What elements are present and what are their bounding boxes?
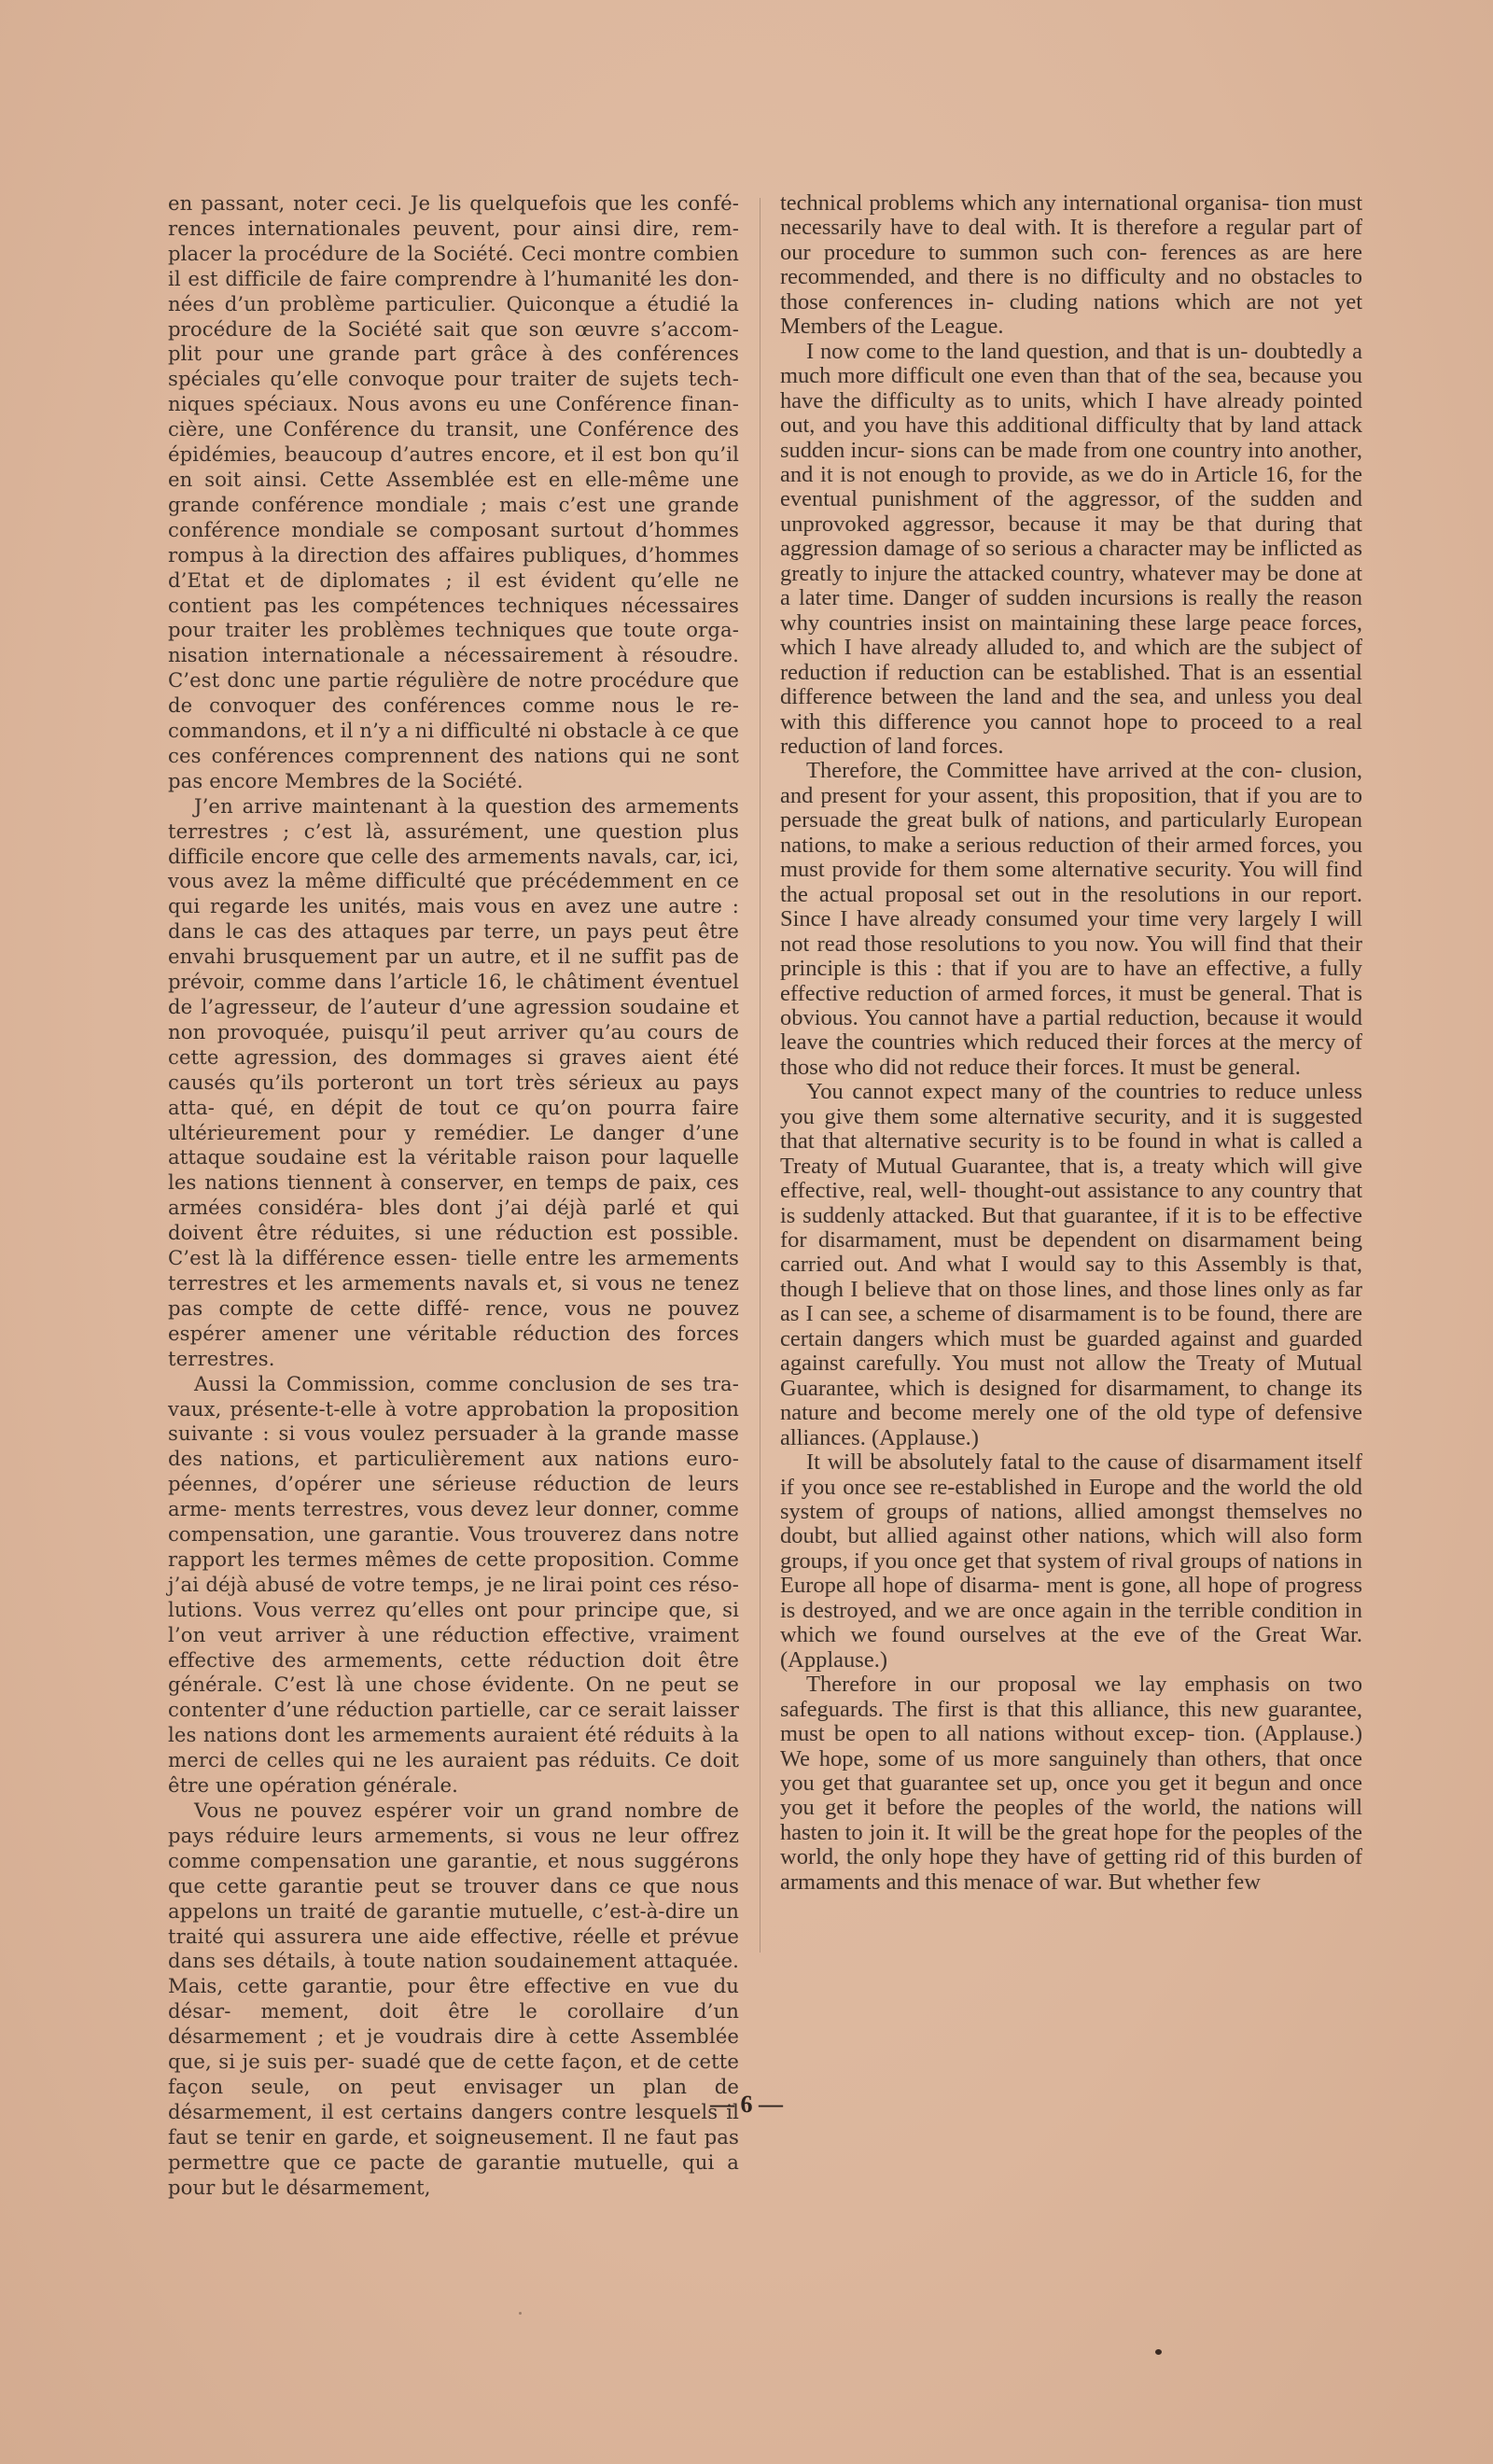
paper-speck (1155, 2349, 1162, 2355)
en-paragraph-4: You cannot expect many of the countries to reduce unless you give them some alternative security, and it is suggested that that alternative security is to be found in what is called a Treaty of Mutual Guarantee, that is, a treaty which will give effective, real, well- thought-out assistance to any country that is suddenly attacked. But that guarantee, if it is to be effective for disarmament, must be dependent on disarmament being carried out. And what I would say to this Assembly is that, though I believe that on those lines, and those lines only as far as I can see, a scheme of disarmament is to be found, there are certain dangers which must be guarded against and guarded against carefully. You must not allow the Treaty of Mutual Guarantee, which is designed for disarmament, to change its nature and become merely one of the old type of defensive alliances. (Applause.) (780, 1079, 1362, 1450)
page-number: — 6 — (710, 2091, 783, 2118)
en-paragraph-3: Therefore, the Committee have arrived at the con- clusion, and present for your assent, this proposition, that if you are to persuade the great bulk of nations, and particularly European nations, to make a serious reduction of their armed forces, you must provide for them some alternative security. You will find the actual proposal set out in the resolutions in our report. Since I have already consumed your time very largely I will not read those resolutions to you now. You will find that their principle is this : that if you are to have an effective, a fully effective reduction of armed forces, it must be general. That is obvious. You cannot have a partial reduction, because it would leave the countries which reduced their forces at the mercy of those who did not reduce their forces. It must be general. (780, 758, 1362, 1080)
en-paragraph-6: Therefore in our proposal we lay emphasis on two safeguards. The first is that this alliance, this new guarantee, must be open to all nations without excep- tion. (Applause.) We hope, some of us more sanguinely than others, that once you get that guarantee set up, once you get it begun and once you get it before the peoples of the world, the nations will hasten to join it. It will be the great hope for the peoples of the world, the only hope they have of getting rid of this burden of armaments and this menace of war. But whether few (780, 1672, 1362, 1895)
french-column (168, 191, 739, 2201)
fr-paragraph-2: J’en arrive maintenant à la question des armements terrestres ; c’est là, assurément, une question plus difficile encore que celle des armements navals, car, ici, vous avez la même difficulté que précédemment en ce qui regarde les unités, mais vous en avez une autre : dans le cas des attaques par terre, un pays peut être envahi brusquement par un autre, et il ne suffit pas de prévoir, comme dans l’article 16, le châtiment éventuel de l’agresseur, de l’auteur d’une agression soudaine et non provoquée, puisqu’il peut arriver qu’au cours de cette agression, des dommages si graves aient été causés qu’ils porteront un tort très sérieux au pays atta- qué, en dépit de tout ce qu’on pourra faire ultérieurement pour y remédier. Le danger d’une attaque soudaine est la véritable raison pour laquelle les nations tiennent à conserver, en temps de paix, ces armées considéra- bles dont j’ai déjà parlé et qui doivent être réduites, si une réduction est possible. C’est là la différence essen- tielle entre les armements terrestres et les armements navals et, si vous ne tenez pas compte de cette diffé- rence, vous ne pouvez espérer amener une véritable réduction des forces terrestres. (168, 793, 739, 1370)
fr-paragraph-4: Vous ne pouvez espérer voir un grand nombre de pays réduire leurs armements, si vous ne leur offrez comme compensation une garantie, et nous suggérons que cette garantie peut se trouver dans ce que nous appelons un traité de garantie mutuelle, c’est-à-dire un traité qui assurera une aide effective, réelle et prévue dans ses détails, à toute nation soudainement attaquée. Mais, cette garantie, pour être effective en vue du désar- mement, doit être le corollaire d’un désarmement ; et je voudrais dire à cette Assemblée que, si je suis per- suadé que de cette façon, et de cette façon seule, on peut envisager un plan de désarmement, il est certains dangers contre lesquels il faut se tenir en garde, et soigneusement. Il ne faut pas permettre que ce pacte de garantie mutuelle, qui a pour but le désarmement, (168, 1799, 739, 2199)
paper-speck (519, 2312, 522, 2315)
en-paragraph-2: I now come to the land question, and that is un- doubtedly a much more difficult one even than that of the sea, because you have the difficulty as to units, which I have already pointed out, and you have this additional difficulty that by land attack sudden incur- sions can be made from one country into another, and it is not enough to provide, as we do in Article 16, for the eventual punishment of the aggressor, of the sudden and unprovoked aggressor, because it may be that during that aggression damage of so serious a character may be inflicted as greatly to injure the attacked country, whatever may be done at a later time. Danger of sudden incursions is really the reason why countries insist on maintaining these large peace forces, which I have already alluded to, and which are the subject of reduction if reduction can be established. That is an essential difference between the land and the sea, and unless you deal with this difference you cannot hope to proceed to a real reduction of land forces. (780, 338, 1362, 759)
fr-paragraph-3: Aussi la Commission, comme conclusion de ses tra- vaux, présente-t-elle à votre approbation la proposition suivante : si vous voulez persuader à la grande masse des nations, et particulièrement aux nations euro- péennes, d’opérer une sérieuse réduction de leurs arme- ments terrestres, vous devez leur donner, comme compensation, une garantie. Vous trouverez dans notre rapport les termes mêmes de cette proposition. Comme j’ai déjà abusé de votre temps, je ne lirai point ces réso- lutions. Vous verrez qu’elles ont pour principe que, si l’on veut arriver à une réduction effective, vraiment effective des armements, cette réduction doit être générale. C’est là une chose évidente. On ne peut se contenter d’une réduction partielle, car ce serait laisser les nations dont les armements auraient été réduits à la merci de celles qui ne les auraient pas réduits. Ce doit être une opération générale. (168, 1371, 739, 1798)
en-paragraph-1: technical problems which any international organisa- tion must necessarily have to deal with. It is therefore a regular part of our procedure to summon such con- ferences as are here recommended, and there is no difficulty and no obstacles to those conferences in- cluding nations which are not yet Members of the League. (780, 190, 1362, 340)
en-paragraph-5: It will be absolutely fatal to the cause of disarmament itself if you once see re-established in Europe and the world the old system of groups of nations, allied amongst themselves no doubt, but allied against other nations, which will also form groups, if you once get that system of rival groups of nations in Europe all hope of disarma- ment is gone, all hope of progress is destroyed, and we are once again in the terrible condition in which we found ourselves at the eve of the Great War. (Applause.) (780, 1449, 1362, 1673)
fr-paragraph-1: en passant, noter ceci. Je lis quelquefois que les confé- rences internationales peuvent, pour ainsi dire, rem- placer la procédure de la Société. Ceci montre combien il est difficile de faire comprendre à l’humanité les don- nées d’un problème particulier. Quiconque a étudié la procédure de la Société sait que son œuvre s’accom- plit pour une grande part grâce à des conférences spéciales qu’elle convoque pour traiter de sujets tech- niques spéciaux. Nous avons eu une Conférence finan- cière, une Conférence du transit, une Conférence des épidémies, beaucoup d’autres encore, et il est bon qu’il en soit ainsi. Cette Assemblée est en elle-même une grande conférence mondiale ; mais c’est une grande conférence mondiale se composant surtout d’hommes rompus à la direction des affaires publiques, d’hommes d’Etat et de diplomates ; il est évident qu’elle ne contient pas les compétences techniques nécessaires pour traiter les problèmes techniques que toute orga- nisation internationale a nécessairement à résoudre. C’est donc une partie régulière de notre procédure que de convoquer des conférences comme nous le re- commandons, et il n’y a ni difficulté ni obstacle à ce que ces conférences comprennent des nations qui ne sont pas encore Membres de la Société. (168, 191, 739, 792)
english-column (780, 191, 1362, 1895)
